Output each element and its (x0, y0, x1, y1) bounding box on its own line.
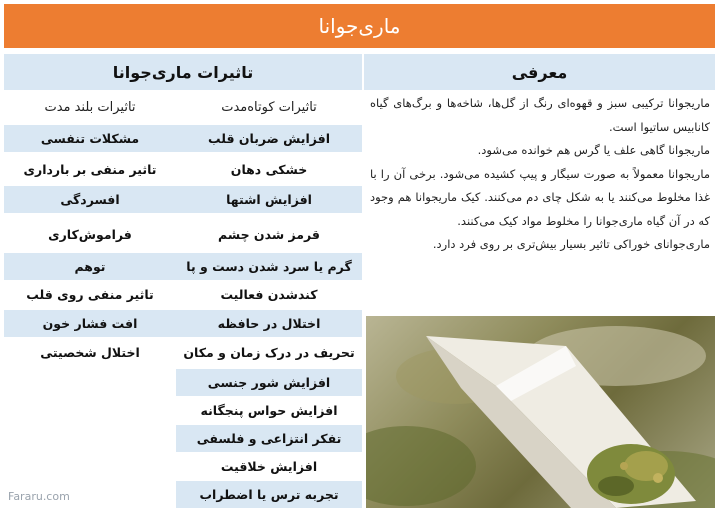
short-term-item: تجربه ترس یا اضطراب (176, 481, 362, 508)
intro-heading: معرفی (364, 54, 715, 90)
long-term-item: مشکلات تنفسی (4, 125, 176, 152)
intro-paragraph: ماریجوانا گاهی علف یا گرس هم خوانده می‌شود. (477, 143, 710, 157)
intro-paragraph: ماریجوانا ترکیبی سبز و قهوه‌ای رنگ از گل‌ها، شاخه‌ها و برگ‌های گیاه کانابیس ساتیوا است. (370, 96, 710, 134)
long-term-item: تاثیر منفی بر بارداری (23, 162, 157, 177)
short-term-item: تحریف در درک زمان و مکان (183, 345, 355, 360)
short-term-item: تفکر انتزاعی و فلسفی (176, 425, 362, 452)
intro-text (370, 92, 710, 257)
short-term-item: اختلال در حافظه (176, 310, 362, 337)
short-term-item: خشکی دهان (230, 162, 308, 177)
long-term-item: تاثیر منفی روی قلب (26, 287, 154, 302)
short-term-item: افزایش شور جنسی (176, 369, 362, 396)
short-term-item: افزایش خلاقیت (220, 459, 318, 474)
long-term-item: توهم (4, 253, 176, 280)
intro-paragraph: ماری‌جوانای خوراکی تاثیر بسیار بیش‌تری بر روی فرد دارد. (432, 237, 710, 251)
long-term-item: اختلال شخصیتی (40, 345, 140, 360)
short-term-item: قرمز شدن چشم (218, 227, 320, 242)
short-term-item: کندشدن فعالیت (220, 287, 318, 302)
title-banner (4, 4, 715, 48)
short-term-header: تاثیرات کوتاه‌مدت (221, 99, 317, 115)
short-term-item: گرم یا سرد شدن دست و پا (176, 253, 362, 280)
short-term-item: افزایش ضربان قلب (176, 125, 362, 152)
joint-photo (366, 316, 715, 508)
long-term-item: افسردگی (4, 186, 176, 213)
effects-heading: تاثیرات ماری‌جوانا (4, 54, 362, 90)
page-title: ماری‌جوانا (318, 14, 401, 38)
intro-paragraph: ماریجوانا معمولاً به صورت سیگار و پیپ کشیده می‌شود. برخی آن را با غذا مخلوط می‌کنند یا به شکل چای دم می‌کنند. کیک ماریجوانا هم وجود که در آن گیاه ماری‌جوانا را مخلوط مواد کیک می‌کنند. (370, 166, 710, 228)
watermark: Fararu.com (8, 490, 70, 503)
joint-illustration (366, 316, 715, 508)
long-term-item: افت فشار خون (4, 310, 176, 337)
short-term-item: افزایش اشتها (176, 186, 362, 213)
long-term-header: تاثیرات بلند مدت (44, 99, 136, 115)
long-term-item: فراموش‌کاری (48, 227, 132, 242)
short-term-item: افزایش حواس پنجگانه (200, 403, 338, 418)
